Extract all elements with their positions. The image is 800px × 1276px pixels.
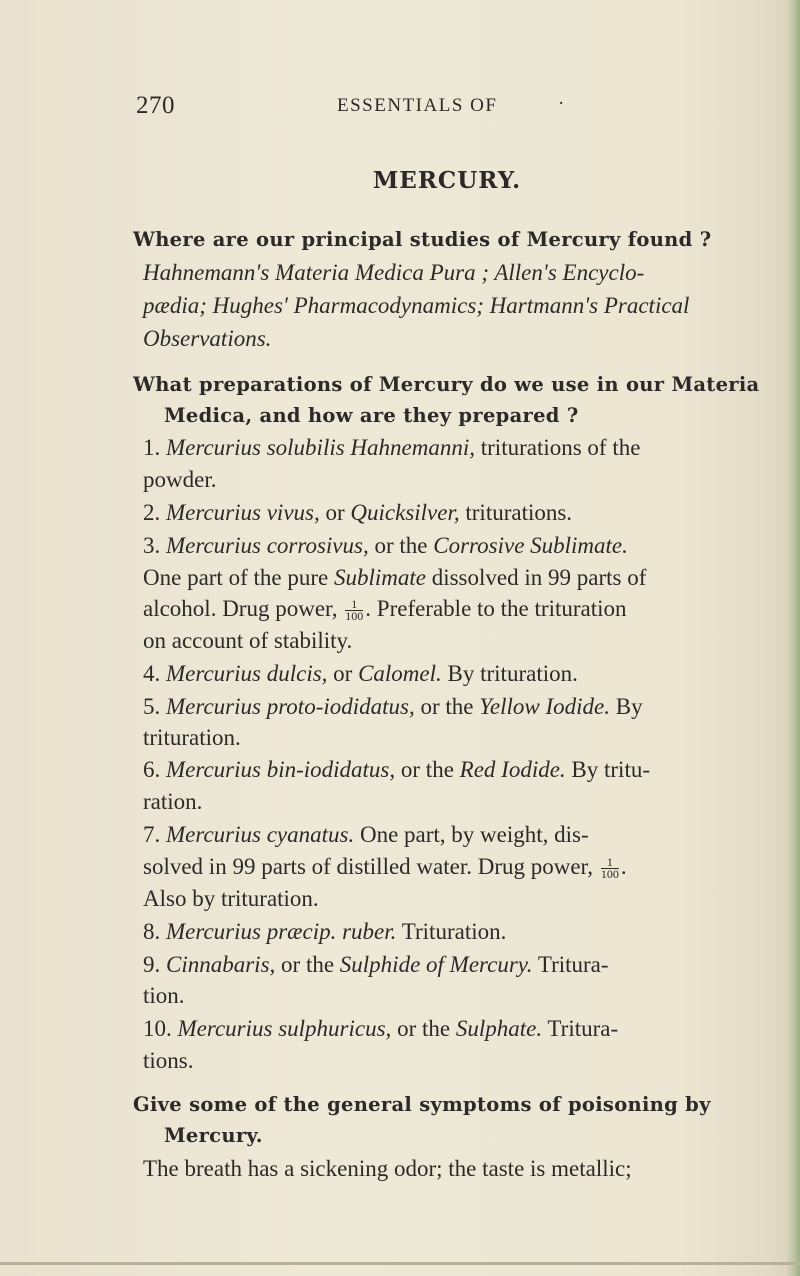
list-item-cont: powder. — [143, 467, 217, 492]
list-item: 7. Mercurius cyanatus. One part, by weight, dis- — [143, 822, 589, 847]
page-edge-shadow — [786, 0, 800, 1276]
list-item-cont: tions. — [143, 1048, 194, 1073]
list-item-cont: solved in 99 parts of distilled water. Drug power, $\frac{1}{100}$ . — [143, 854, 627, 882]
list-item-cont: Also by trituration. — [143, 886, 319, 911]
question-poisoning-symptoms: Give some of the general symptoms of poisoning by — [133, 1093, 711, 1116]
list-item: 5. Mercurius proto-iodidatus, or the Yellow Iodide. By — [143, 694, 643, 719]
fraction-one-hundredth: $\frac{1}{100}$ — [345, 597, 364, 624]
list-item-cont: One part of the pure Sublimate dissolved in 99 parts of — [143, 565, 647, 590]
list-item-cont: tion. — [143, 983, 185, 1008]
list-item: 2. Mercurius vivus, or Quicksilver, triturations. — [143, 500, 573, 525]
question-poisoning-symptoms-cont: Mercury. — [164, 1124, 263, 1147]
list-item: 6. Mercurius bin-iodidatus, or the Red Iodide. By tritu- — [143, 757, 651, 782]
running-head — [133, 92, 753, 122]
answer-line: Hahnemann's Materia Medica Pura ; Allen's Encyclo- — [143, 260, 645, 285]
list-item-cont: on account of stability. — [143, 628, 353, 653]
fraction-one-hundredth: $\frac{1}{100}$ — [600, 855, 619, 882]
question-preparations: What preparations of Mercury do we use in our Materia — [133, 373, 760, 396]
answer-line: pædia; Hughes' Pharmacodynamics; Hartmann's Practical — [143, 293, 690, 318]
list-item: 9. Cinnabaris, or the Sulphide of Mercury. Tritura- — [143, 952, 609, 977]
list-item: 1. Mercurius solubilis Hahnemanni, triturations of the — [143, 435, 641, 460]
list-item: 10. Mercurius sulphuricus, or the Sulphate. Tritura- — [143, 1016, 619, 1041]
list-item: 3. Mercurius corrosivus, or the Corrosive Sublimate. — [143, 533, 628, 558]
question-preparations-cont: Medica, and how are they prepared ? — [164, 404, 579, 427]
list-item-cont: trituration. — [143, 725, 241, 750]
running-head-mark: · — [558, 93, 565, 114]
list-item-cont: ration. — [143, 789, 203, 814]
running-head-title: ESSENTIALS OF — [337, 95, 498, 116]
page-bottom-edge — [0, 1262, 800, 1265]
page-number: 270 — [136, 92, 175, 119]
section-title: MERCURY. — [372, 167, 522, 194]
answer-line: Observations. — [143, 326, 272, 351]
answer-line: The breath has a sickening odor; the taste is metallic; — [143, 1156, 632, 1181]
list-item-cont: alcohol. Drug power, $\frac{1}{100}$ . Preferable to the trituration — [143, 596, 627, 624]
question-principal-studies: Where are our principal studies of Mercury found ? — [133, 228, 712, 251]
list-item: 8. Mercurius præcip. ruber. Trituration. — [143, 919, 507, 944]
list-item: 4. Mercurius dulcis, or Calomel. By trituration. — [143, 661, 578, 686]
